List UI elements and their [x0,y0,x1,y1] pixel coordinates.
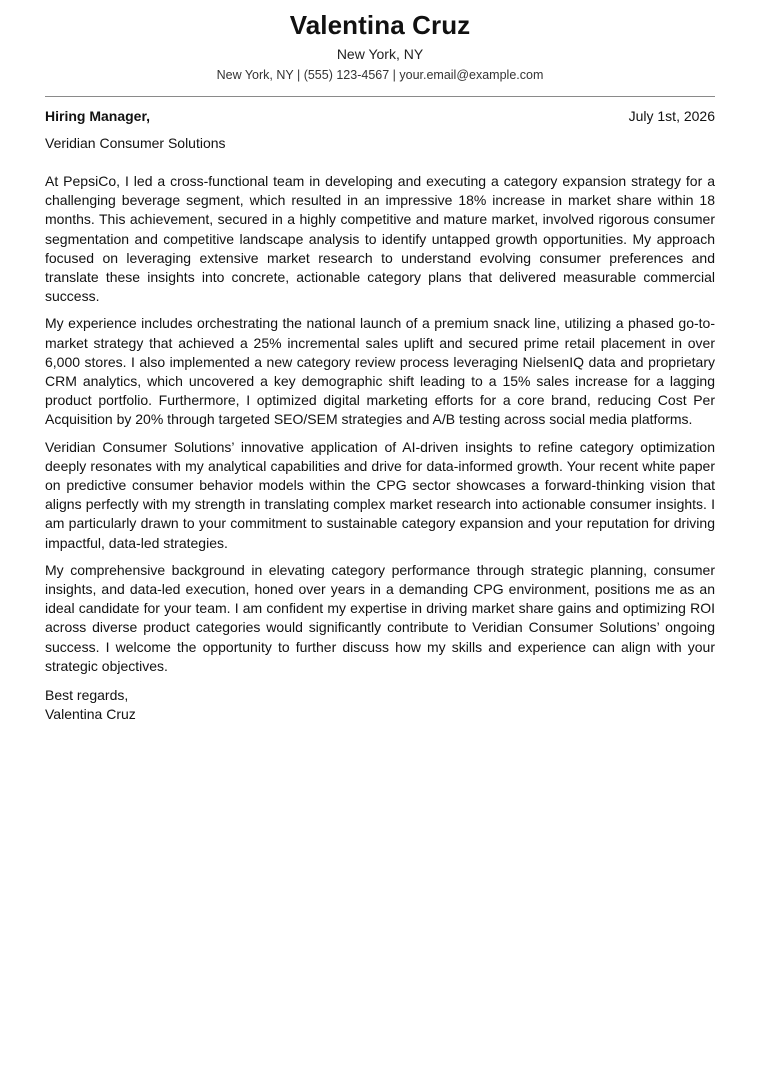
body-paragraph: Veridian Consumer Solutions’ innovative application of AI-driven insights to refine category optimization deeply resonates with my analytical capabilities and drive for data-informed growth. Your recent white paper on predictive consumer behavior models within the CPG sector showcases a forward-thinking vision that aligns perfectly with my strength in translating complex market research into actionable consumer insights. I am particularly drawn to your commitment to sustainable category expansion and your reputation for driving impactful, data-led strategies. [45,438,715,551]
applicant-location: New York, NY [336,46,424,62]
letter-body [45,172,715,676]
signature-name: Valentina Cruz [45,706,136,723]
letter-date: July 1st, 2026 [628,108,715,124]
contact-line: New York, NY | (555) 123-4567 | your.email@example.com [216,68,544,82]
company-name: Veridian Consumer Solutions [45,135,226,151]
body-paragraph: At PepsiCo, I led a cross-functional team in developing and executing a category expansion strategy for a challenging beverage segment, which resulted in an impressive 18% increase in market share within 18 months. This achievement, secured in a highly competitive and mature market, involved rigorous consumer segmentation and competitive landscape analysis to identify untapped growth opportunities. My approach focused on leveraging extensive market research to understand evolving consumer preferences and translate these insights into concrete, actionable category plans that delivered measurable commercial success. [45,173,715,305]
recipient-salutation: Hiring Manager, [45,108,151,124]
header-divider [45,96,715,97]
recipient-date-row [45,107,715,125]
body-paragraph: My comprehensive background in elevating category performance through strategic planning, consumer insights, and data-led execution, honed over years in a demanding CPG environment, positions me as an ideal candidate for your team. I am confident my expertise in driving market share gains and optimizing ROI across diverse product categories would significantly contribute to Veridian Consumer Solutions’ ongoing success. I welcome the opportunity to further discuss how my skills and experience can align with your strategic objectives. [45,561,715,674]
letter-closing [45,686,715,724]
closing-phrase: Best regards, [45,687,129,704]
body-paragraph: My experience includes orchestrating the national launch of a premium snack line, utilizing a phased go-to-market strategy that achieved a 25% incremental sales uplift and secured prime retail placement in over 6,000 stores. I also implemented a new category review process leveraging NielsenIQ data and proprietary CRM analytics, which uncovered a key demographic shift leading to a 15% sales increase for a lagging product portfolio. Furthermore, I optimized digital marketing efforts for a core brand, reducing Cost Per Acquisition by 20% through targeted SEO/SEM strategies and A/B testing across social media platforms. [45,315,715,428]
applicant-name: Valentina Cruz [289,10,471,40]
letter-header [45,0,715,83]
